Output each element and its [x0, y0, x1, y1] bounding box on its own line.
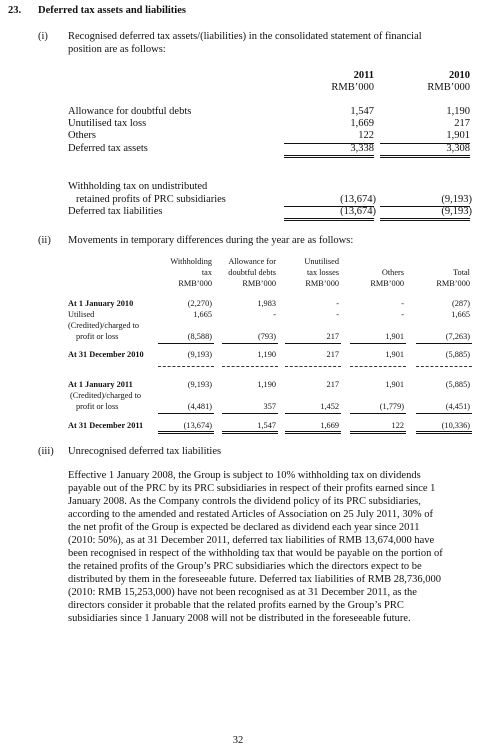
paragraph-line: the retained profits of the Group’s PRC subsidiaries which the directors expect to be	[68, 561, 422, 572]
withholding-value-2010: (9,193)	[441, 194, 472, 205]
col-header-2010: 2010	[449, 70, 470, 81]
total-rule-2011	[284, 155, 374, 158]
cell: (9,193)	[187, 380, 212, 389]
cell: 1,901	[385, 350, 404, 359]
double-rule	[222, 431, 278, 434]
cell: -	[273, 310, 276, 319]
rule	[285, 413, 341, 414]
row-label-at-1-jan-2011: At 1 January 2011	[68, 380, 133, 389]
row-value-2010: 217	[454, 118, 470, 129]
cell: (5,885)	[445, 380, 470, 389]
hdr-allowance-l2: doubtful debts	[228, 268, 276, 277]
row-label-others: Others	[68, 130, 96, 141]
cell: (793)	[258, 332, 276, 341]
cell: -	[336, 299, 339, 308]
cell: 1,665	[451, 310, 470, 319]
hdr-withholding-l2: tax	[201, 268, 212, 277]
paragraph-line: subsidiaries since 1 January 2008 will not be distributed in the foreseeable future.	[68, 613, 411, 624]
row-value-2010: 1,190	[446, 106, 470, 117]
rule	[285, 343, 341, 344]
rule	[416, 343, 472, 344]
cell: (7,263)	[445, 332, 470, 341]
rule	[158, 343, 214, 344]
dashed-rule	[416, 366, 472, 367]
cell: -	[336, 310, 339, 319]
paragraph-line: according to the amended and restated Articles of Association on 25 July 2011, 30% of	[68, 509, 433, 520]
dashed-rule	[285, 366, 341, 367]
row-value-2011: 122	[358, 130, 374, 141]
hdr-others: Others	[381, 268, 404, 277]
double-rule	[416, 431, 472, 434]
hdr-total-unit: RMB’000	[436, 279, 470, 288]
cell: 1,669	[320, 421, 339, 430]
row-label-tax-loss: Unutilised tax loss	[68, 118, 147, 129]
cell: (9,193)	[187, 350, 212, 359]
row-label-utilised: Utilised	[68, 310, 95, 319]
part-i-intro-line2: position are as follows:	[68, 44, 166, 55]
dashed-rule	[350, 366, 406, 367]
double-rule	[158, 431, 214, 434]
unit-2010: RMB’000	[427, 82, 470, 93]
dtl-value-2011: (13,674)	[340, 206, 376, 217]
cell: (5,885)	[445, 350, 470, 359]
page-number: 32	[232, 735, 244, 746]
row-label-doubtful-debts: Allowance for doubtful debts	[68, 106, 192, 117]
part-iii-marker: (iii)	[38, 446, 54, 457]
dashed-rule	[222, 366, 278, 367]
part-i-intro-line1: Recognised deferred tax assets/(liabilities) in the consolidated statement of financial	[68, 31, 422, 42]
rule	[158, 413, 214, 414]
hdr-allowance-l1: Allowance for	[228, 257, 276, 266]
hdr-unutilised-l2: tax losses	[306, 268, 339, 277]
cell: 1,901	[385, 380, 404, 389]
unit-2011: RMB’000	[331, 82, 374, 93]
section-title: Deferred tax assets and liabilities	[38, 5, 186, 16]
paragraph-line: January 2008. As the Company controls the dividend policy of its PRC subsidiaries,	[68, 496, 421, 507]
rule	[222, 413, 278, 414]
withholding-label-line1: Withholding tax on undistributed	[68, 181, 208, 192]
row-label-credited-2011-l1: (Credited)/charged to	[70, 391, 142, 400]
paragraph-line: distributed by them in the foreseeable future. Deferred tax liabilities of RMB 28,736,000	[68, 574, 441, 585]
row-value-2011: 1,669	[350, 118, 374, 129]
paragraph-line: directors consider it probable that the related profits earned by the Group’s PRC	[68, 600, 404, 611]
cell: 217	[326, 332, 339, 341]
row-label-credited-2010-l1: (Credited)/charged to	[68, 321, 140, 330]
cell: 217	[326, 350, 339, 359]
dtl-rule-2011	[284, 218, 374, 221]
cell: -	[401, 310, 404, 319]
cell: (4,481)	[187, 402, 212, 411]
row-label-credited-2011-l2: profit or loss	[76, 402, 119, 411]
cell: (13,674)	[183, 421, 212, 430]
row-value-2010: 3,308	[446, 143, 470, 154]
section-number: 23.	[8, 5, 22, 16]
cell: 1,665	[193, 310, 212, 319]
deferred-tax-liabilities-label: Deferred tax liabilities	[68, 206, 163, 217]
cell: 1,190	[257, 350, 276, 359]
paragraph-line: (2010: RMB 15,253,000) have not been recognised as at 31 December 2011, as the	[68, 587, 417, 598]
cell: (4,451)	[445, 402, 470, 411]
row-label-at-1-jan-2010: At 1 January 2010	[68, 299, 134, 308]
paragraph-line: been recognised in respect of the withholding tax that would be payable on the portion of	[68, 548, 443, 559]
part-ii-marker: (ii)	[38, 235, 51, 246]
row-label-deferred-tax-assets: Deferred tax assets	[68, 143, 148, 154]
row-value-2010: 1,901	[446, 130, 470, 141]
withholding-value-2011: (13,674)	[340, 194, 376, 205]
row-label-credited-2010-l2: profit or loss	[76, 332, 119, 341]
paragraph-line: the net profit of the Group is expected be declared as dividend each year since 2011	[68, 522, 420, 533]
cell: 1,983	[257, 299, 276, 308]
part-ii-intro: Movements in temporary differences during the year are as follows:	[68, 235, 354, 246]
col-header-2011: 2011	[353, 70, 374, 81]
hdr-others-unit: RMB’000	[370, 279, 404, 288]
hdr-unutilised-unit: RMB’000	[305, 279, 339, 288]
cell: 1,547	[257, 421, 276, 430]
cell: (10,336)	[441, 421, 470, 430]
cell: 1,452	[320, 402, 339, 411]
cell: 217	[326, 380, 339, 389]
cell: (287)	[452, 299, 470, 308]
cell: (1,779)	[379, 402, 404, 411]
paragraph-line: Effective 1 January 2008, the Group is subject to 10% withholding tax on dividends	[68, 470, 421, 481]
dtl-rule-2010	[380, 218, 470, 221]
row-label-at-31-dec-2011: At 31 December 2011	[68, 421, 144, 430]
hdr-withholding-l1: Withholding	[170, 257, 212, 266]
rule	[416, 413, 472, 414]
cell: (8,588)	[187, 332, 212, 341]
double-rule	[350, 431, 406, 434]
cell: 357	[263, 402, 276, 411]
cell: 1,901	[385, 332, 404, 341]
dashed-rule	[158, 366, 214, 367]
hdr-total: Total	[453, 268, 470, 277]
paragraph-line: payable out of the PRC by its PRC subsidiaries in respect of their profits earned since 1	[68, 483, 436, 494]
row-value-2011: 1,547	[350, 106, 374, 117]
row-label-at-31-dec-2010: At 31 December 2010	[68, 350, 144, 359]
rule	[222, 343, 278, 344]
hdr-unutilised-l1: Unutilised	[304, 257, 339, 266]
paragraph-line: (2010: 50%), as at 31 December 2011, deferred tax liabilities of RMB 13,674,000 have	[68, 535, 435, 546]
rule	[350, 413, 406, 414]
row-value-2011: 3,338	[350, 143, 374, 154]
cell: 122	[391, 421, 404, 430]
total-rule-2010	[380, 155, 470, 158]
cell: (2,270)	[187, 299, 212, 308]
cell: -	[401, 299, 404, 308]
withholding-label-line2: retained profits of PRC subsidiaries	[76, 194, 226, 205]
rule	[350, 343, 406, 344]
cell: 1,190	[257, 380, 276, 389]
part-i-marker: (i)	[38, 31, 48, 42]
dtl-value-2010: (9,193)	[441, 206, 472, 217]
hdr-allowance-unit: RMB’000	[242, 279, 276, 288]
part-iii-title: Unrecognised deferred tax liabilities	[68, 446, 222, 457]
double-rule	[285, 431, 341, 434]
hdr-withholding-unit: RMB’000	[178, 279, 212, 288]
